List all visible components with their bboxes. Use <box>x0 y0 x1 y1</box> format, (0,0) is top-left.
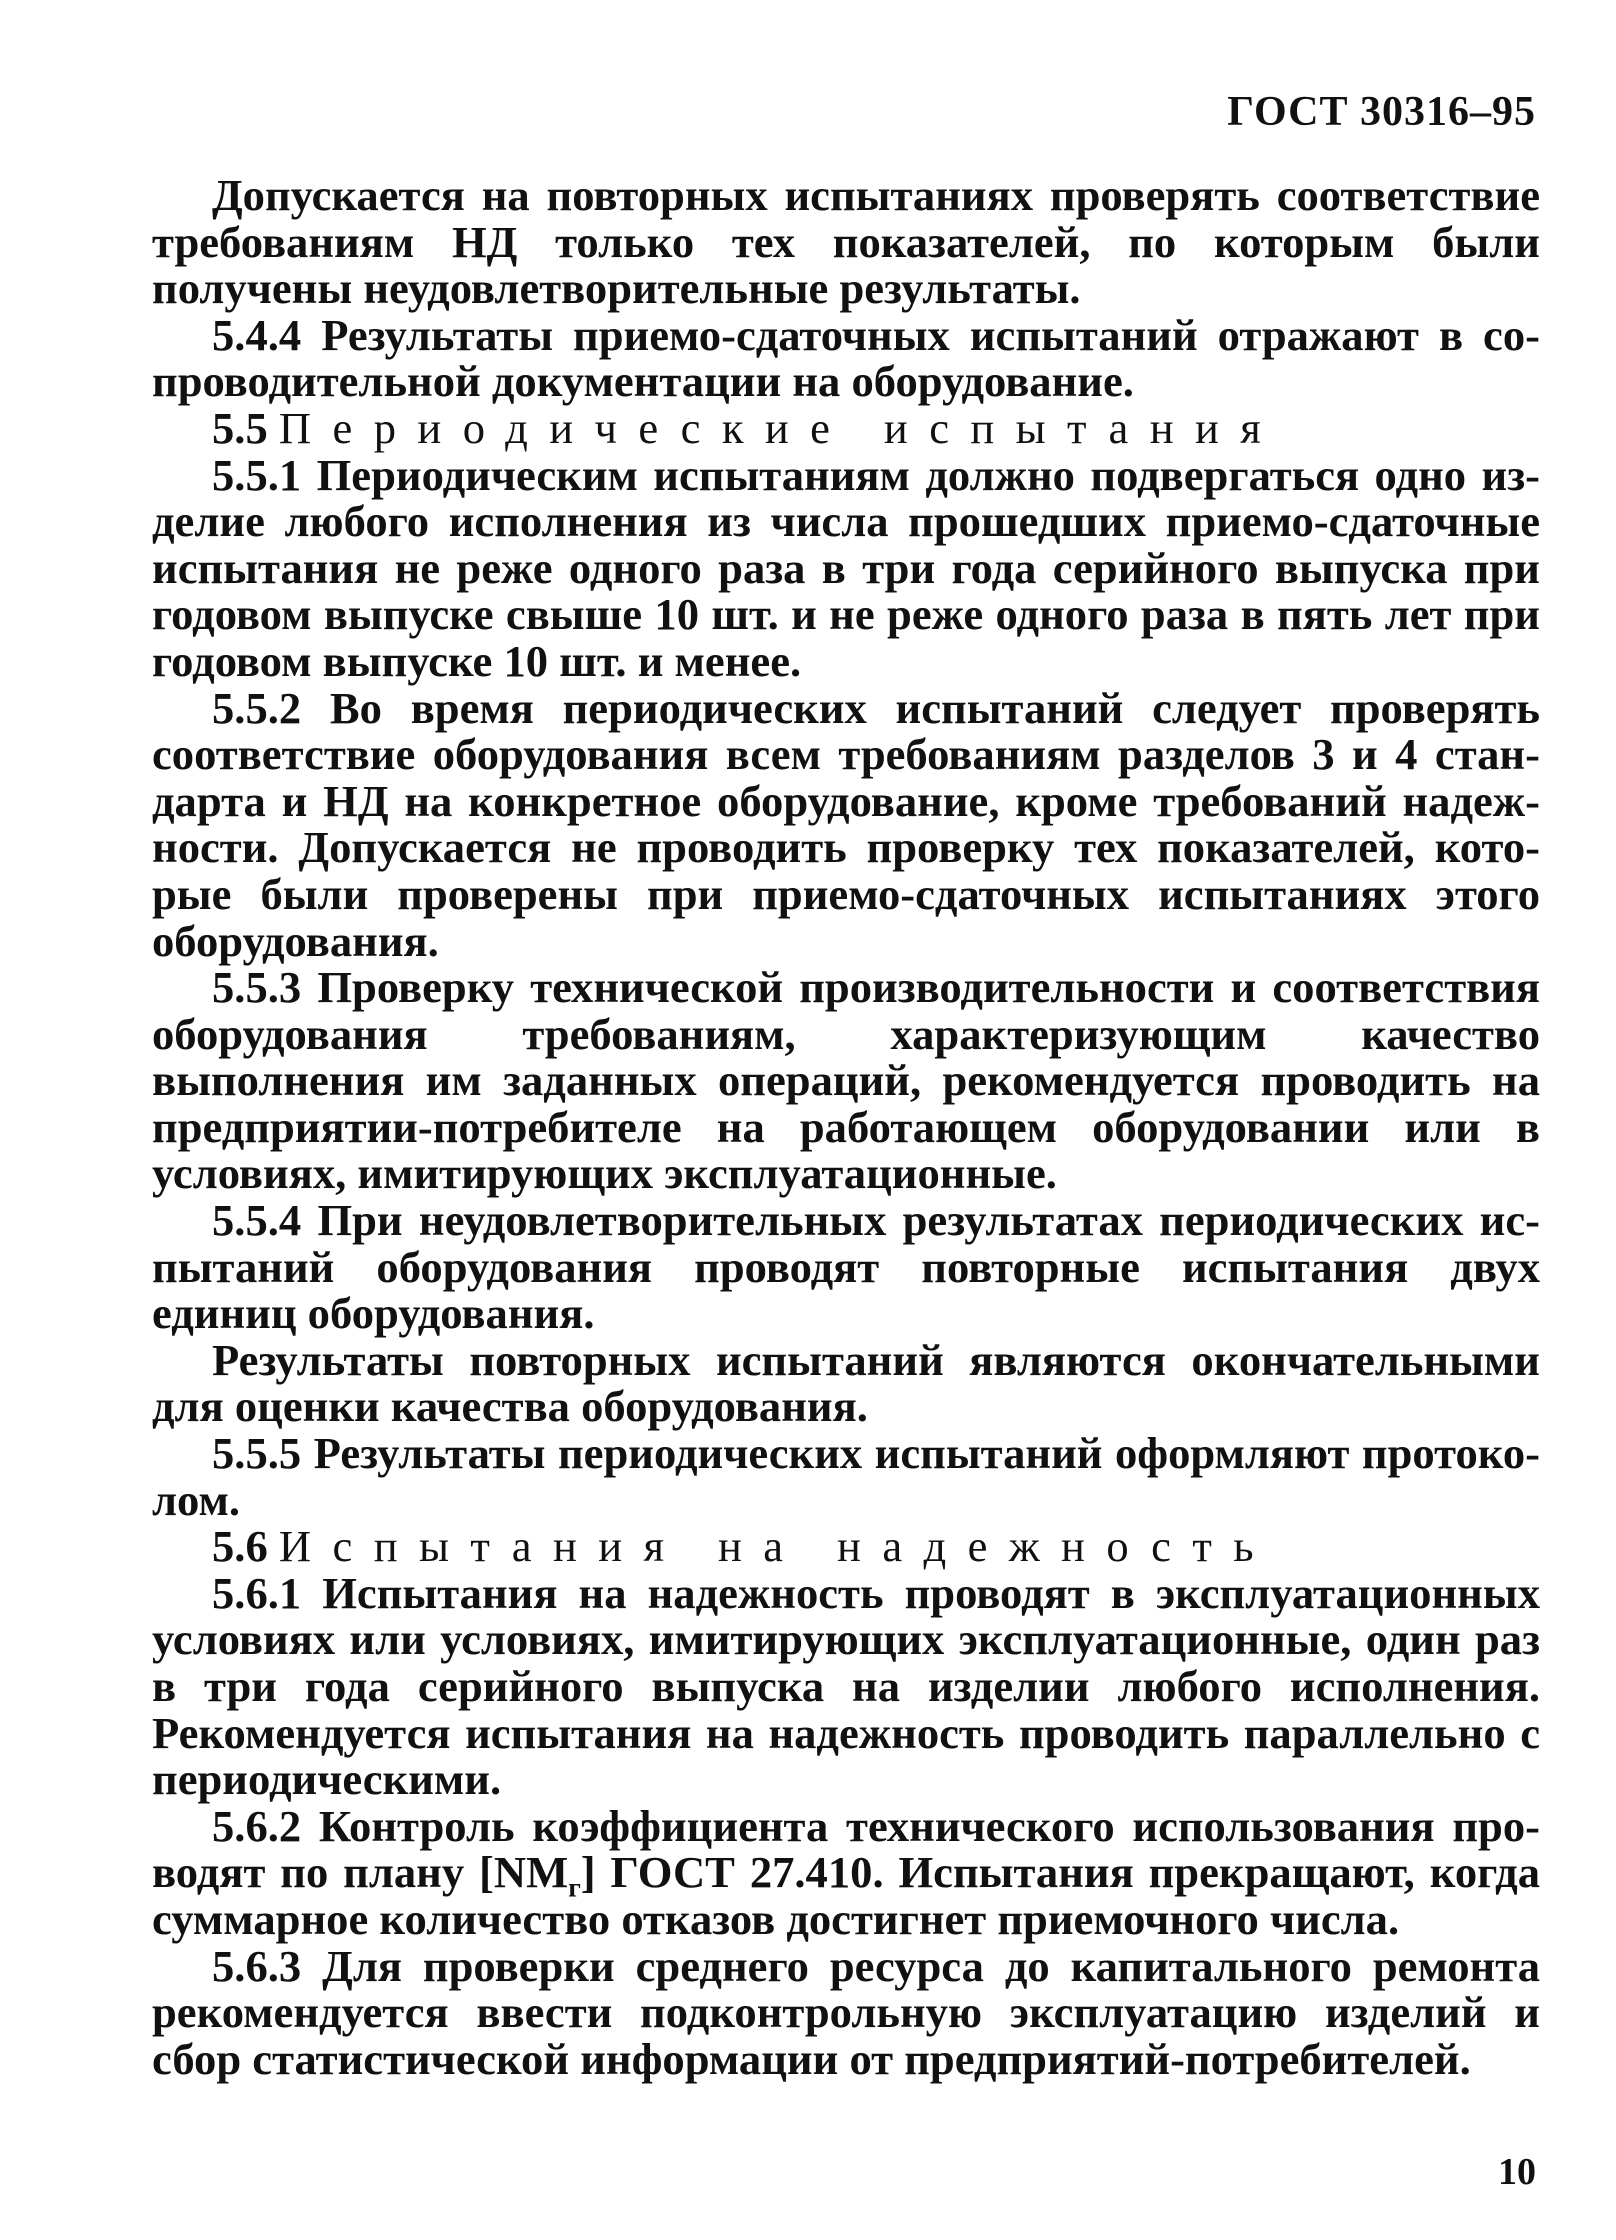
section-number: 5.6 <box>212 1521 268 1572</box>
paragraph-text: 5.6.2 Контроль коэффициента технического использования проводят по плану [NM <box>152 1800 1540 1898</box>
document-body <box>152 172 1540 2082</box>
section-heading-5-5 <box>152 402 1540 453</box>
document-number-header: ГОСТ 30316–95 <box>1227 89 1536 135</box>
paragraph-retest-results: Результаты повторных испытаний являются окончательными для оценки качества оборудования. <box>152 1334 1540 1432</box>
section-title: Испытания на надежность <box>278 1521 1275 1572</box>
subscript: г <box>568 1872 581 1904</box>
paragraph-5-6-3: 5.6.3 Для проверки среднего ресурса до капитального ремонта рекомендуется ввести подконтрольную эксплуатацию изделий и сбор статистической информации от предприятий-потребителей. <box>152 1940 1540 2084</box>
paragraph-5-6-2 <box>152 1800 1541 1944</box>
section-title: Периодические испытания <box>278 402 1283 453</box>
paragraph-5-5-2: 5.5.2 Во время периодических испытаний следует проверять соответствие оборудования всем требованиям разделов 3 и 4 стандарта и НД на конкретное оборудование, кроме требований надежности. Допускается не проводить проверку тех показателей, которые были проверены при приемо-сдаточных испытаниях этого оборудования. <box>152 682 1540 966</box>
paragraph-5-4-4: 5.4.4 Результаты приемо-сдаточных испытаний отражают в сопроводительной документации на оборудование. <box>152 309 1540 407</box>
paragraph-5-5-1: 5.5.1 Периодическим испытаниям должно подвергаться одно изделие любого исполнения из числа прошедших приемо-сдаточные испытания не реже одного раза в три года серийного выпуска при годовом выпуске свыше 10 шт. и не реже одного раза в пять лет при годовом выпуске 10 шт. и менее. <box>152 449 1540 686</box>
section-heading-5-6 <box>152 1523 1540 1570</box>
section-number: 5.5 <box>212 402 268 453</box>
page-number: 10 <box>1498 2151 1536 2193</box>
paragraph-5-6-1: 5.6.1 Испытания на надежность проводят в эксплуатационных условиях или условиях, имитирующих эксплуатационные, один раз в три года серийного выпуска на изделии любого исполнения. Рекомендуется испытания на надежность проводить параллельно с периодическими. <box>152 1567 1540 1805</box>
paragraph-5-5-5: 5.5.5 Результаты периодических испытаний оформляют протоколом. <box>152 1428 1540 1525</box>
paragraph-text: ] ГОСТ 27.410. Испытания прекращают, когда суммарное количество отказов достигнет приемочного числа. <box>152 1847 1541 1944</box>
paragraph-retest-note: Допускается на повторных испытаниях проверять соответствие требованиям НД только тех показателей, по которым были получены неудовлетворительные результаты. <box>152 170 1540 314</box>
paragraph-5-5-3: 5.5.3 Проверку технической производительности и соответствия оборудования требованиям, характеризующим качество выполнения им заданных операций, рекомендуется проводить на предприятии-потребителе на работающем оборудовании или в условиях, имитирующих эксплуатационные. <box>152 962 1540 1199</box>
paragraph-5-5-4: 5.5.4 При неудовлетворительных результатах периодических испытаний оборудования проводят повторные испытания двух единиц оборудования. <box>152 1195 1540 1339</box>
